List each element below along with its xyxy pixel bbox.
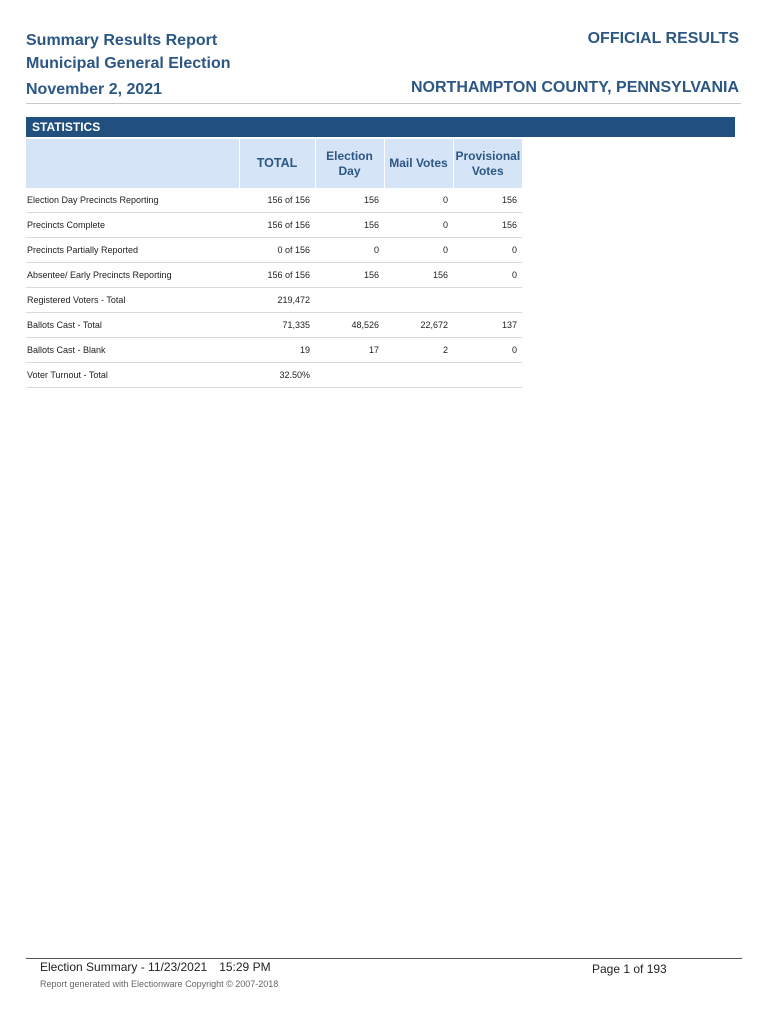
cell-total: 0 of 156 bbox=[239, 238, 315, 263]
footer-summary-text: Election Summary - 11/23/2021 bbox=[40, 960, 208, 974]
table-row bbox=[26, 363, 522, 388]
cell-provisional-votes: 137 bbox=[453, 313, 522, 338]
cell-provisional-votes: 156 bbox=[453, 213, 522, 238]
report-header bbox=[26, 29, 231, 101]
table-row bbox=[26, 313, 522, 338]
column-header-label bbox=[26, 139, 239, 188]
cell-election-day: 156 bbox=[315, 213, 384, 238]
cell-election-day: 156 bbox=[315, 263, 384, 288]
cell-mail-votes: 22,672 bbox=[384, 313, 453, 338]
cell-provisional-votes: 0 bbox=[453, 238, 522, 263]
column-header-provisional-votes: Provisional Votes bbox=[453, 139, 522, 188]
table-header-row bbox=[26, 139, 522, 188]
table-row bbox=[26, 238, 522, 263]
table-row bbox=[26, 288, 522, 313]
cell-provisional-votes bbox=[453, 363, 522, 388]
cell-mail-votes bbox=[384, 363, 453, 388]
footer-copyright: Report generated with Electionware Copyright © 2007-2018 bbox=[40, 979, 279, 989]
cell-provisional-votes: 0 bbox=[453, 263, 522, 288]
cell-mail-votes bbox=[384, 288, 453, 313]
cell-mail-votes: 2 bbox=[384, 338, 453, 363]
cell-election-day: 17 bbox=[315, 338, 384, 363]
cell-total: 156 of 156 bbox=[239, 188, 315, 213]
report-title: Summary Results Report bbox=[26, 32, 218, 49]
table-row bbox=[26, 338, 522, 363]
cell-total: 219,472 bbox=[239, 288, 315, 313]
cell-mail-votes: 0 bbox=[384, 188, 453, 213]
column-header-mail-votes: Mail Votes bbox=[384, 139, 453, 188]
cell-mail-votes: 156 bbox=[384, 263, 453, 288]
cell-total: 19 bbox=[239, 338, 315, 363]
cell-mail-votes: 0 bbox=[384, 213, 453, 238]
row-label: Ballots Cast - Blank bbox=[26, 338, 239, 363]
cell-total: 32.50% bbox=[239, 363, 315, 388]
row-label: Registered Voters - Total bbox=[26, 288, 239, 313]
cell-provisional-votes bbox=[453, 288, 522, 313]
cell-election-day bbox=[315, 363, 384, 388]
election-name: Municipal General Election bbox=[26, 55, 231, 72]
row-label: Voter Turnout - Total bbox=[26, 363, 239, 388]
cell-election-day: 0 bbox=[315, 238, 384, 263]
row-label: Ballots Cast - Total bbox=[26, 313, 239, 338]
row-label: Precincts Partially Reported bbox=[26, 238, 239, 263]
cell-mail-votes: 0 bbox=[384, 238, 453, 263]
cell-total: 71,335 bbox=[239, 313, 315, 338]
section-title-bar: STATISTICS bbox=[26, 117, 735, 137]
page-number: Page 1 of 193 bbox=[592, 962, 667, 976]
cell-total: 156 of 156 bbox=[239, 263, 315, 288]
footer-time: 15:29 PM bbox=[219, 960, 271, 974]
results-status: OFFICIAL RESULTS bbox=[587, 30, 739, 47]
table-row bbox=[26, 213, 522, 238]
row-label: Absentee/ Early Precincts Reporting bbox=[26, 263, 239, 288]
table-row bbox=[26, 188, 522, 213]
cell-provisional-votes: 0 bbox=[453, 338, 522, 363]
cell-total: 156 of 156 bbox=[239, 213, 315, 238]
election-date: November 2, 2021 bbox=[26, 81, 163, 98]
footer-divider bbox=[26, 958, 742, 959]
cell-election-day bbox=[315, 288, 384, 313]
cell-election-day: 48,526 bbox=[315, 313, 384, 338]
header-divider bbox=[26, 103, 741, 104]
footer-summary bbox=[40, 960, 271, 974]
county-name: NORTHAMPTON COUNTY, PENNSYLVANIA bbox=[410, 79, 739, 96]
column-header-election-day: Election Day bbox=[315, 139, 384, 188]
table-row bbox=[26, 263, 522, 288]
cell-election-day: 156 bbox=[315, 188, 384, 213]
statistics-table bbox=[26, 139, 522, 388]
row-label: Election Day Precincts Reporting bbox=[26, 188, 239, 213]
row-label: Precincts Complete bbox=[26, 213, 239, 238]
cell-provisional-votes: 156 bbox=[453, 188, 522, 213]
column-header-total: TOTAL bbox=[239, 139, 315, 188]
